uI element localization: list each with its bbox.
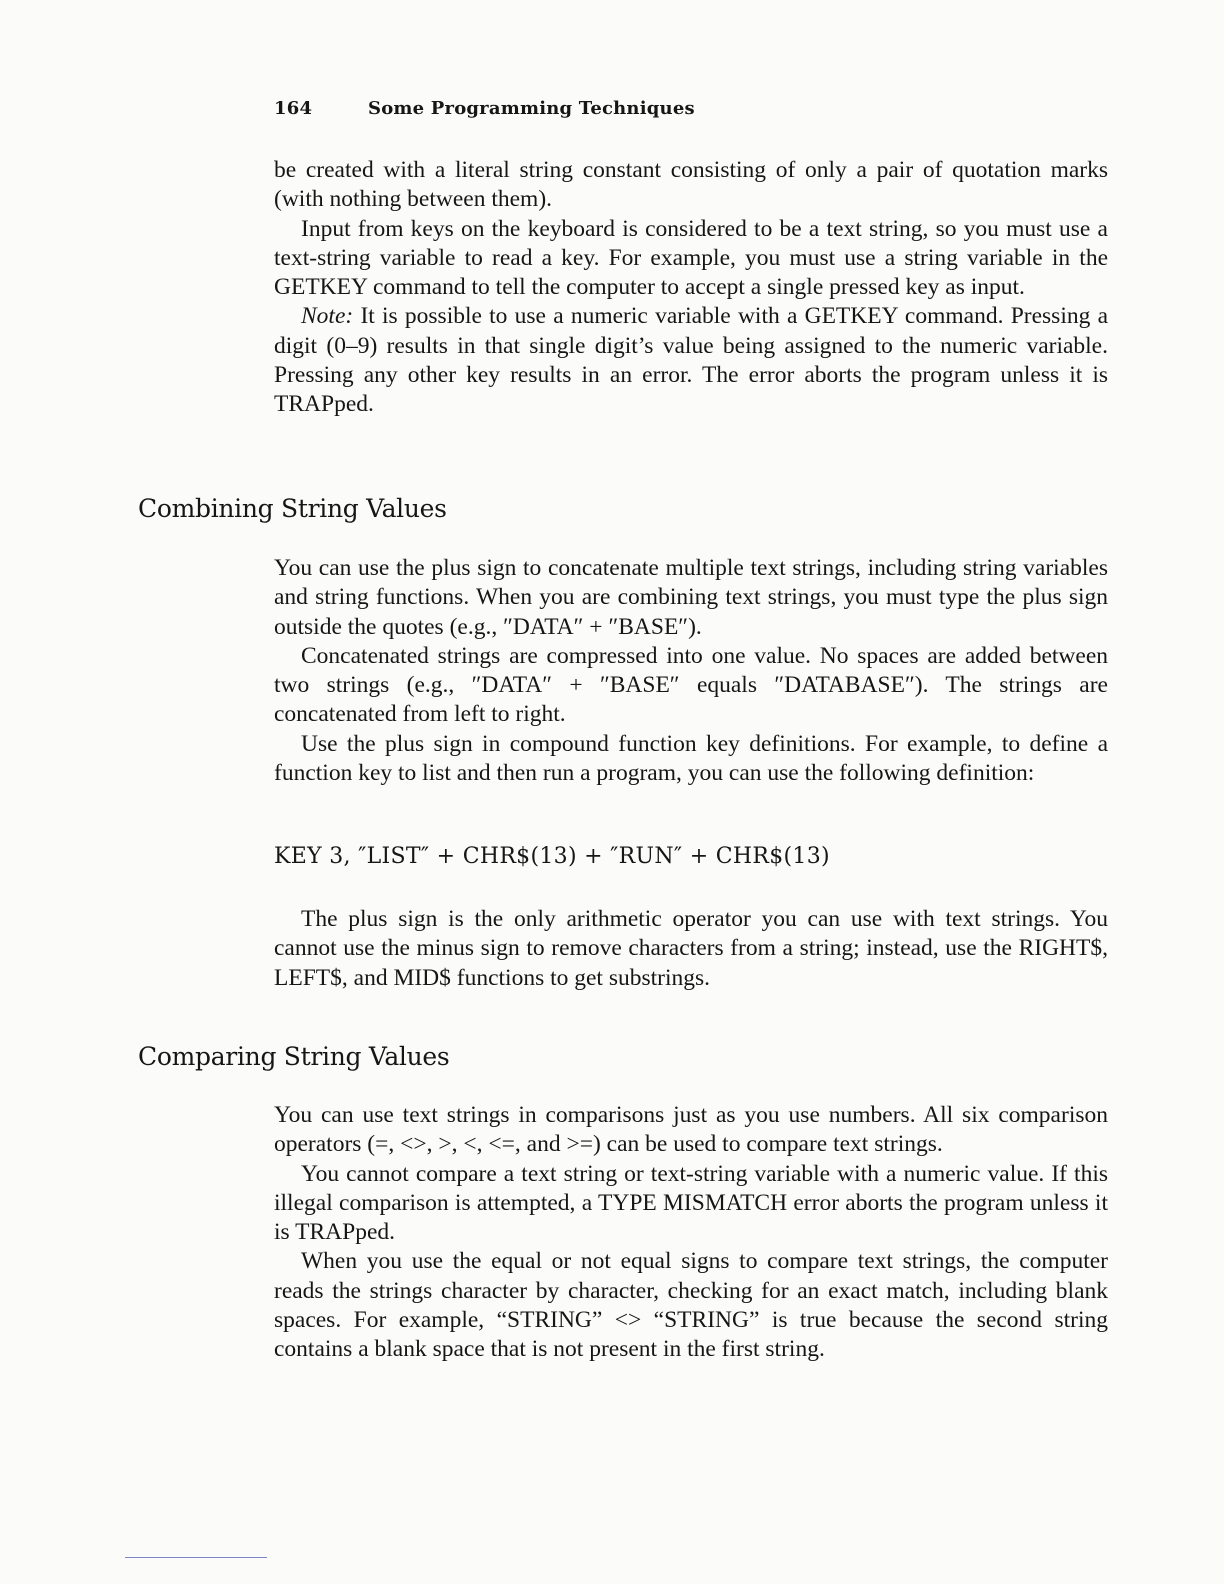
running-head [274, 98, 695, 119]
paragraph: Concatenated strings are compressed into one value. No spaces are added between two strings (e.g., ″DATA″ + ″BASE″ equals ″DATABASE″). The strings are concatenated from left to right. [274, 642, 1108, 728]
paragraph: You can use the plus sign to concatenate multiple text strings, including string variables and string functions. When you are combining text strings, you must type the plus sign outside the quotes (e.g., ″DATA″ + ″BASE″). [274, 555, 1108, 640]
paragraph: When you use the equal or not equal signs to compare text strings, the computer reads the strings character by character, checking for an exact match, including blank spaces. For example, “STRING” <> “STRING” is true because the second string contains a blank space that is not present in the first string. [274, 1248, 1108, 1363]
code-example: KEY 3, ″LIST″ + CHR$(13) + ″RUN″ + CHR$(13) [274, 844, 830, 869]
section-heading-comparing: Comparing String Values [138, 1042, 450, 1071]
footnote-rule [125, 1557, 267, 1558]
paragraph: Input from keys on the keyboard is considered to be a text string, so you must use a text-string variable to read a key. For example, you must use a string variable in the GETKEY command to tell the computer to accept a single pressed key as input. [274, 215, 1108, 301]
intro-text [274, 156, 1108, 420]
running-title: Some Programming Techniques [368, 98, 695, 119]
paragraph: The plus sign is the only arithmetic operator you can use with text strings. You cannot use the minus sign to remove characters from a string; instead, use the RIGHT$, LEFT$, and MID$ functions to get substrings. [274, 906, 1108, 991]
paragraph: be created with a literal string constant consisting of only a pair of quotation marks (with nothing between them). [274, 157, 1108, 213]
combining-text [274, 554, 1108, 788]
paragraph: You can use text strings in comparisons just as you use numbers. All six comparison operators (=, <>, >, <, <=, and >=) can be used to compare text strings. [274, 1102, 1108, 1158]
section-heading-combining: Combining String Values [138, 494, 447, 523]
note-paragraph [274, 302, 1108, 419]
page-number: 164 [274, 98, 313, 119]
comparing-text [274, 1101, 1108, 1365]
note-label: Note: [301, 303, 354, 330]
paragraph: Use the plus sign in compound function key definitions. For example, to define a function key to list and then run a program, you can use the following definition: [274, 730, 1108, 787]
note-text: It is possible to use a numeric variable with a GETKEY command. Pressing a digit (0–9) results in that single digit’s value being assigned to the numeric variable. Pressing any other key results in an error. The error aborts the program unless it is TRAPped. [274, 303, 1108, 418]
combining-text-continued [274, 905, 1108, 993]
paragraph: You cannot compare a text string or text-string variable with a numeric value. If this illegal comparison is attempted, a TYPE MISMATCH error aborts the program unless it is TRAPped. [274, 1160, 1108, 1246]
